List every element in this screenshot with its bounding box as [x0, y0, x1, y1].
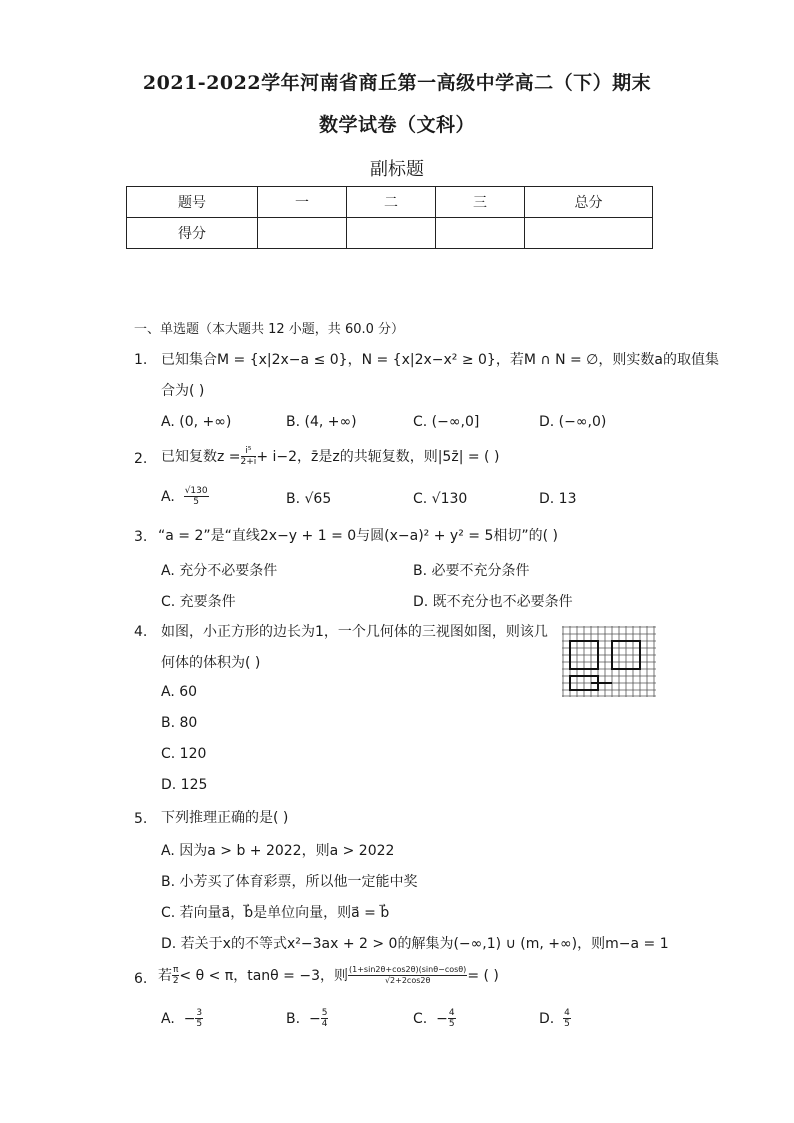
question-text-part: 若: [158, 967, 172, 984]
option-sign: −: [183, 1010, 196, 1027]
question-text-part: 已知复数z =: [161, 448, 241, 465]
fraction-numerator: i⁵: [241, 446, 257, 457]
score-header-cell: 二: [347, 187, 436, 218]
fraction-denominator: 5: [448, 1019, 455, 1029]
question-text: [158, 965, 499, 986]
option-b[interactable]: B. 80: [161, 715, 198, 731]
score-cell[interactable]: [525, 218, 653, 249]
score-cell[interactable]: [436, 218, 525, 249]
fraction-numerator: √130: [184, 486, 208, 496]
fraction-denominator: 4: [321, 1019, 328, 1029]
option-b[interactable]: B. √65: [286, 491, 332, 507]
fraction: [348, 965, 467, 986]
option-b[interactable]: B. (4, +∞): [286, 414, 357, 430]
fraction: [448, 1008, 456, 1029]
option-c[interactable]: C. 若向量a⃗，b⃗是单位向量，则a⃗ = b⃗: [161, 905, 390, 921]
question-number: 3.: [134, 529, 148, 545]
option-c[interactable]: C. √130: [413, 491, 468, 507]
fraction-numerator: π: [173, 965, 179, 975]
exam-title-line1: 2021-2022学年河南省商丘第一高级中学高二（下）期末: [142, 72, 652, 94]
option-label: A.: [161, 1010, 175, 1027]
option-d[interactable]: [539, 1008, 571, 1029]
question-text: “a = 2”是“直线2x−y + 1 = 0与圆(x−a)² + y² = 5相切”的( ): [158, 528, 558, 544]
option-label: A.: [161, 488, 175, 505]
fraction-denominator: 2: [172, 976, 179, 986]
option-a[interactable]: A. 因为a > b + 2022，则a > 2022: [161, 843, 395, 859]
fraction: [184, 486, 209, 507]
option-a[interactable]: A. (0, +∞): [161, 414, 232, 430]
fraction-numerator: 4: [448, 1008, 455, 1018]
option-sign: −: [436, 1010, 448, 1027]
option-label: B.: [286, 1010, 301, 1027]
option-d[interactable]: D. 既不充分也不必要条件: [413, 594, 573, 610]
option-c[interactable]: C. 120: [161, 746, 207, 762]
option-a[interactable]: [161, 1008, 203, 1029]
exam-subtitle: 副标题: [370, 159, 424, 180]
exam-title-line2: 数学试卷（文科）: [318, 114, 475, 136]
question-text: 合为( ): [161, 383, 205, 399]
score-header-cell: 三: [436, 187, 525, 218]
option-d[interactable]: D. (−∞,0): [539, 414, 607, 430]
option-a[interactable]: [161, 486, 209, 507]
option-a[interactable]: A. 60: [161, 684, 198, 700]
score-header-cell: 一: [258, 187, 347, 218]
three-view-figure: [560, 624, 658, 698]
fraction: [172, 965, 179, 986]
score-table-header-row: [127, 187, 653, 218]
fraction-denominator: 5: [193, 497, 200, 507]
question-text-part: + i−2，z̄是z的共轭复数，则|5z̄| = ( ): [256, 448, 500, 465]
option-label: D.: [539, 1010, 555, 1027]
question-number: 5.: [134, 811, 148, 827]
question-text: 下列推理正确的是( ): [161, 810, 289, 826]
question-number: 1.: [134, 352, 148, 368]
option-label: C.: [413, 1010, 428, 1027]
option-sign: −: [308, 1010, 321, 1027]
fraction-numerator: 5: [321, 1008, 328, 1018]
option-d[interactable]: D. 若关于x的不等式x²−3ax + 2 > 0的解集为(−∞,1) ∪ (m, +∞)，则m−a = 1: [161, 936, 669, 952]
option-c[interactable]: C. (−∞,0]: [413, 414, 480, 430]
option-a[interactable]: A. 充分不必要条件: [161, 563, 278, 579]
option-d[interactable]: D. 13: [539, 491, 577, 507]
option-d[interactable]: D. 125: [161, 777, 208, 793]
score-cell[interactable]: [347, 218, 436, 249]
fraction-numerator: 3: [196, 1008, 203, 1018]
fraction-denominator: 5: [196, 1019, 203, 1029]
option-b[interactable]: [286, 1008, 328, 1029]
fraction-numerator: 4: [564, 1008, 570, 1018]
option-b[interactable]: B. 小芳买了体育彩票，所以他一定能中奖: [161, 874, 418, 890]
question-text: 已知集合M = {x|2x−a ≤ 0}，N = {x|2x−x² ≥ 0}，若M ∩ N = ∅，则实数a的取值集: [161, 352, 719, 368]
score-row-label: 得分: [127, 218, 258, 249]
question-text-part: = ( ): [467, 967, 499, 984]
score-table-score-row: [127, 218, 653, 249]
section-heading: 一、单选题（本大题共 12 小题，共 60.0 分）: [134, 322, 405, 337]
question-number: 2.: [134, 451, 148, 467]
fraction-denominator: 5: [564, 1019, 570, 1029]
option-c[interactable]: [413, 1008, 456, 1029]
question-text: [161, 446, 499, 467]
score-table: [126, 186, 653, 249]
question-number: 6.: [134, 971, 148, 987]
question-number: 4.: [134, 624, 148, 640]
fraction: [321, 1008, 329, 1029]
question-text: 何体的体积为( ): [161, 655, 261, 671]
option-c[interactable]: C. 充要条件: [161, 594, 236, 610]
fraction-denominator: √2+2cos2θ: [384, 976, 431, 985]
score-cell[interactable]: [258, 218, 347, 249]
question-text-part: < θ < π，tanθ = −3，则: [179, 967, 349, 984]
fraction-denominator: 2+i: [240, 457, 257, 467]
fraction-numerator: (1+sin2θ+cos2θ)(sinθ−cosθ): [349, 965, 467, 974]
score-header-cell: 总分: [525, 187, 653, 218]
score-header-cell: 题号: [127, 187, 258, 218]
fraction: [563, 1008, 571, 1029]
fraction: [241, 446, 257, 467]
option-b[interactable]: B. 必要不充分条件: [413, 563, 530, 579]
fraction: [195, 1008, 203, 1029]
question-text: 如图，小正方形的边长为1，一个几何体的三视图如图，则该几: [161, 624, 548, 640]
